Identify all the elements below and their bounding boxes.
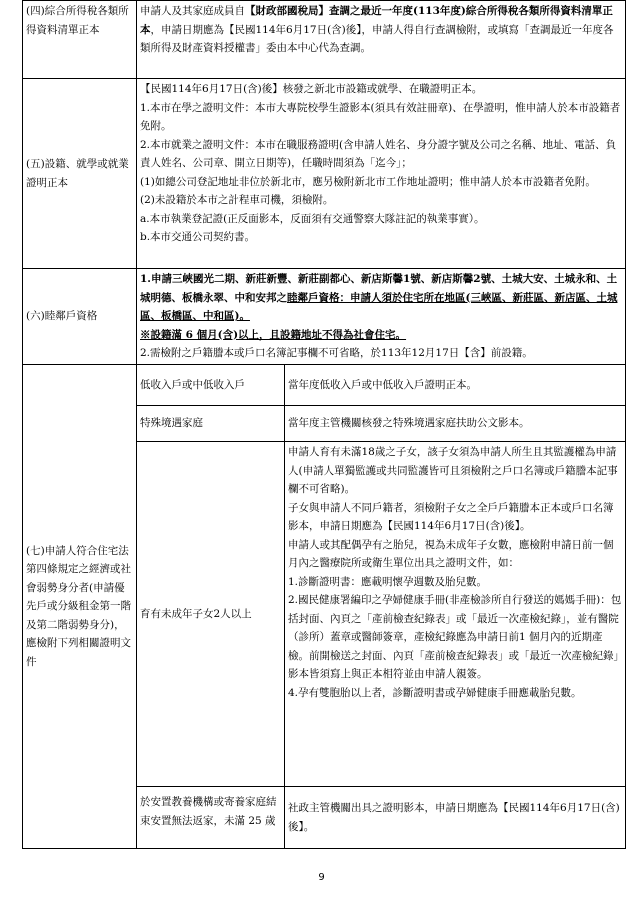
row-content: 申請人及其家庭成員自【財政部國稅局】查調之最近一年度(113年度)綜合所得稅各類所得資料清單正本，申請日期應為【民國114年6月17日(含)後】，申請人得自行查調檢附，或填寫「查調最近一年度各類所得及財產資料授權書」委由本中心代為查調。: [137, 1, 626, 79]
text-line: 【民國114年6月17日(含)後】核發之新北市設籍或就學、在職證明正本。: [140, 83, 483, 95]
text-line: 申請人育有未滿18歲之子女，該子女須為申請人所生且其監護權為申請人(申請人單獨監護或共同監護皆可且須檢附之戶口名簿或戶籍謄本記事欄不可省略)。: [288, 446, 618, 495]
row-content: [137, 269, 626, 365]
text-line: 4.孕有雙胞胎以上者，診斷證明書或孕婦健康手冊應載胎兒數。: [288, 686, 582, 699]
text-line: 2.本市就業之證明文件：本市在職服務證明(含申請人姓名、身分證字號及公司之名稱、地址、電話、負責人姓名、公司章、開立日期等)，任職時間須為「迄今」；: [140, 138, 617, 169]
row-label: (五)設籍、就學或就業證明正本: [23, 79, 137, 269]
row-residency-proof: [23, 79, 626, 269]
item-detail: 社政主管機關出具之證明影本，申請日期應為【民國114年6月17日(含)後】。: [285, 787, 626, 849]
text-line: 2.國民健康署編印之孕婦健康手冊(非產檢診所自行發送的媽媽手冊)：包括封面、內頁之「產前檢查紀錄表」或「最近一次產檢紀錄」，並有醫院（診所）蓋章或醫師簽章，產檢紀錄應為申請日前1 個月內的近期產檢。前開檢送之封面、內頁「產前檢查紀錄表」或「最近一次產檢紀錄」影本皆須寫上與正本相符並由申請人親簽。: [288, 594, 622, 680]
text-line: 申請人或其配偶孕有之胎兒，視為未成年子女數，應檢附申請日前一個月內之醫療院所或衛生單位出具之證明文件，如：: [288, 538, 614, 569]
text-line: 子女與申請人不同戶籍者，須檢附子女之全戶戶籍謄本正本或戶口名簿影本，申請日期應為【民國114年6月17日(含)後】。: [288, 501, 614, 532]
row-neighbor-household: [23, 269, 626, 365]
text-line: 1.本市在學之證明文件：本市大專院校學生證影本(須具有效註冊章)、在學證明，惟申請人於本市設籍者免附。: [140, 101, 621, 132]
row-disadvantaged-item: [23, 365, 626, 406]
item-detail: 當年度主管機關核發之特殊境遇家庭扶助公文影本。: [285, 406, 626, 442]
text-line: ※設籍滿 6 個月(含)以上，且設籍地址不得為社會住宅。: [140, 328, 407, 341]
requirements-table: [22, 0, 626, 849]
item-name: 育有未成年子女2人以上: [137, 442, 285, 787]
item-name: 低收入戶或中低收入戶: [137, 365, 285, 406]
item-detail: 當年度低收入戶或中低收入戶證明正本。: [285, 365, 626, 406]
text-line: 1.診斷證明書：應載明懷孕週數及胎兒數。: [288, 575, 488, 588]
document-page: [22, 0, 625, 849]
text-line: 2.需檢附之戶籍謄本或戶口名簿記事欄不可省略，於113年12月17日【含】前設籍。: [140, 347, 533, 359]
item-detail: [285, 442, 626, 787]
item-name: 特殊境遇家庭: [137, 406, 285, 442]
item-name: 於安置教養機構或寄養家庭結束安置無法返家，未滿 25 歲: [137, 787, 285, 849]
text-line: b.本市交通公司契約書。: [140, 231, 256, 243]
text-line: 1.申請三峽國光二期、新莊新豐、新莊副都心、新店斯馨1號、新店斯馨2號、土城大安、土城永和、土城明德、板橋永翠、中和安邦之睦鄰戶資格：申請人須於住宅所在地區(三峽區、新莊區、新店區、土城區、板橋區、中和區)。: [140, 273, 618, 322]
row-label: (六)睦鄰戶資格: [23, 269, 137, 365]
row-label: (七)申請人符合住宅法第四條規定之經濟或社會弱勢身分者(申請優先戶或分級租金第一階及第二階弱勢身分)，應檢附下列相關證明文件: [23, 365, 137, 849]
text-line: a.本市執業登記證(正反面影本，反面須有交通警察大隊註記的執業事實）。: [140, 212, 485, 225]
text-line: (2)未設籍於本市之計程車司機，須檢附。: [140, 194, 334, 206]
row-tax-records: [23, 1, 626, 79]
row-content: [137, 79, 626, 269]
row-label: (四)綜合所得稅各類所得資料清單正本: [23, 1, 137, 79]
page-number: 9: [318, 872, 325, 883]
text-line: (1)如總公司登記地址非位於新北市，應另檢附新北市工作地址證明；惟申請人於本市設籍者免附。: [140, 175, 596, 188]
